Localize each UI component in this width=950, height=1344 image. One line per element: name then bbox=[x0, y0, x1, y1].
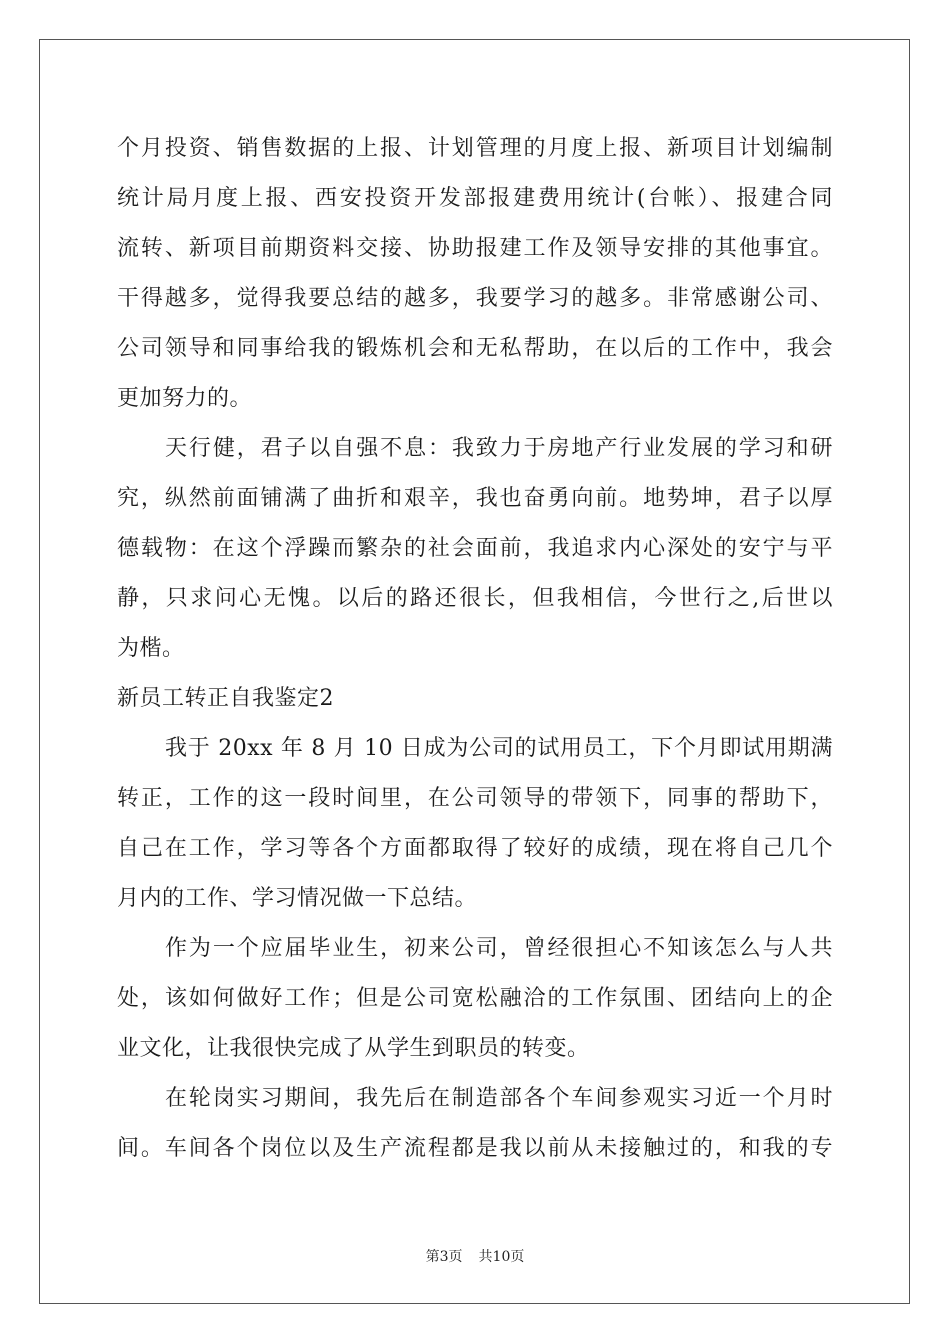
paragraph-first-line: 我于 20xx 年 8 月 10 日成为公司的试用员工，下个月即试用期满 bbox=[165, 736, 833, 761]
text-line: 业文化，让我很快完成了从学生到职员的转变。 bbox=[117, 1036, 590, 1061]
paragraph-first-line: 天行健，君子以自强不息：我致力于房地产行业发展的学习和研 bbox=[165, 436, 833, 461]
text-line: 为楷。 bbox=[117, 636, 185, 661]
page-border bbox=[39, 39, 910, 1304]
page-number-total: 共10页 bbox=[478, 1249, 525, 1265]
page-number-current: 第3页 bbox=[425, 1249, 463, 1265]
text-line: 间。车间各个岗位以及生产流程都是我以前从未接触过的，和我的专 bbox=[117, 1136, 833, 1161]
text-line: 个月投资、销售数据的上报、计划管理的月度上报、新项目计划编制 bbox=[117, 136, 833, 161]
paragraph-first-line: 在轮岗实习期间，我先后在制造部各个车间参观实习近一个月时 bbox=[165, 1086, 833, 1111]
text-line: 更加努力的。 bbox=[117, 386, 253, 411]
text-line: 究，纵然前面铺满了曲折和艰辛，我也奋勇向前。地势坤，君子以厚 bbox=[117, 486, 833, 511]
paragraph-first-line: 作为一个应届毕业生，初来公司，曾经很担心不知该怎么与人共 bbox=[165, 936, 833, 961]
text-line: 流转、新项目前期资料交接、协助报建工作及领导安排的其他事宜。 bbox=[117, 236, 833, 261]
text-line: 月内的工作、学习情况做一下总结。 bbox=[117, 886, 478, 911]
text-line: 自己在工作，学习等各个方面都取得了较好的成绩，现在将自己几个 bbox=[117, 836, 833, 861]
text-line: 德载物：在这个浮躁而繁杂的社会面前，我追求内心深处的安宁与平 bbox=[117, 536, 833, 561]
text-line: 转正，工作的这一段时间里，在公司领导的带领下，同事的帮助下， bbox=[117, 786, 833, 811]
text-line: 处，该如何做好工作；但是公司宽松融洽的工作氛围、团结向上的企 bbox=[117, 986, 833, 1011]
page-footer bbox=[0, 1248, 950, 1266]
text-line: 公司领导和同事给我的锻炼机会和无私帮助，在以后的工作中，我会 bbox=[117, 336, 833, 361]
text-line: 静，只求问心无愧。以后的路还很长，但我相信，今世行之,后世以 bbox=[117, 586, 833, 611]
text-line: 干得越多，觉得我要总结的越多，我要学习的越多。非常感谢公司、 bbox=[117, 286, 833, 311]
text-line: 统计局月度上报、西安投资开发部报建费用统计(台帐）、报建合同 bbox=[117, 186, 833, 211]
section-heading: 新员工转正自我鉴定2 bbox=[117, 686, 334, 711]
